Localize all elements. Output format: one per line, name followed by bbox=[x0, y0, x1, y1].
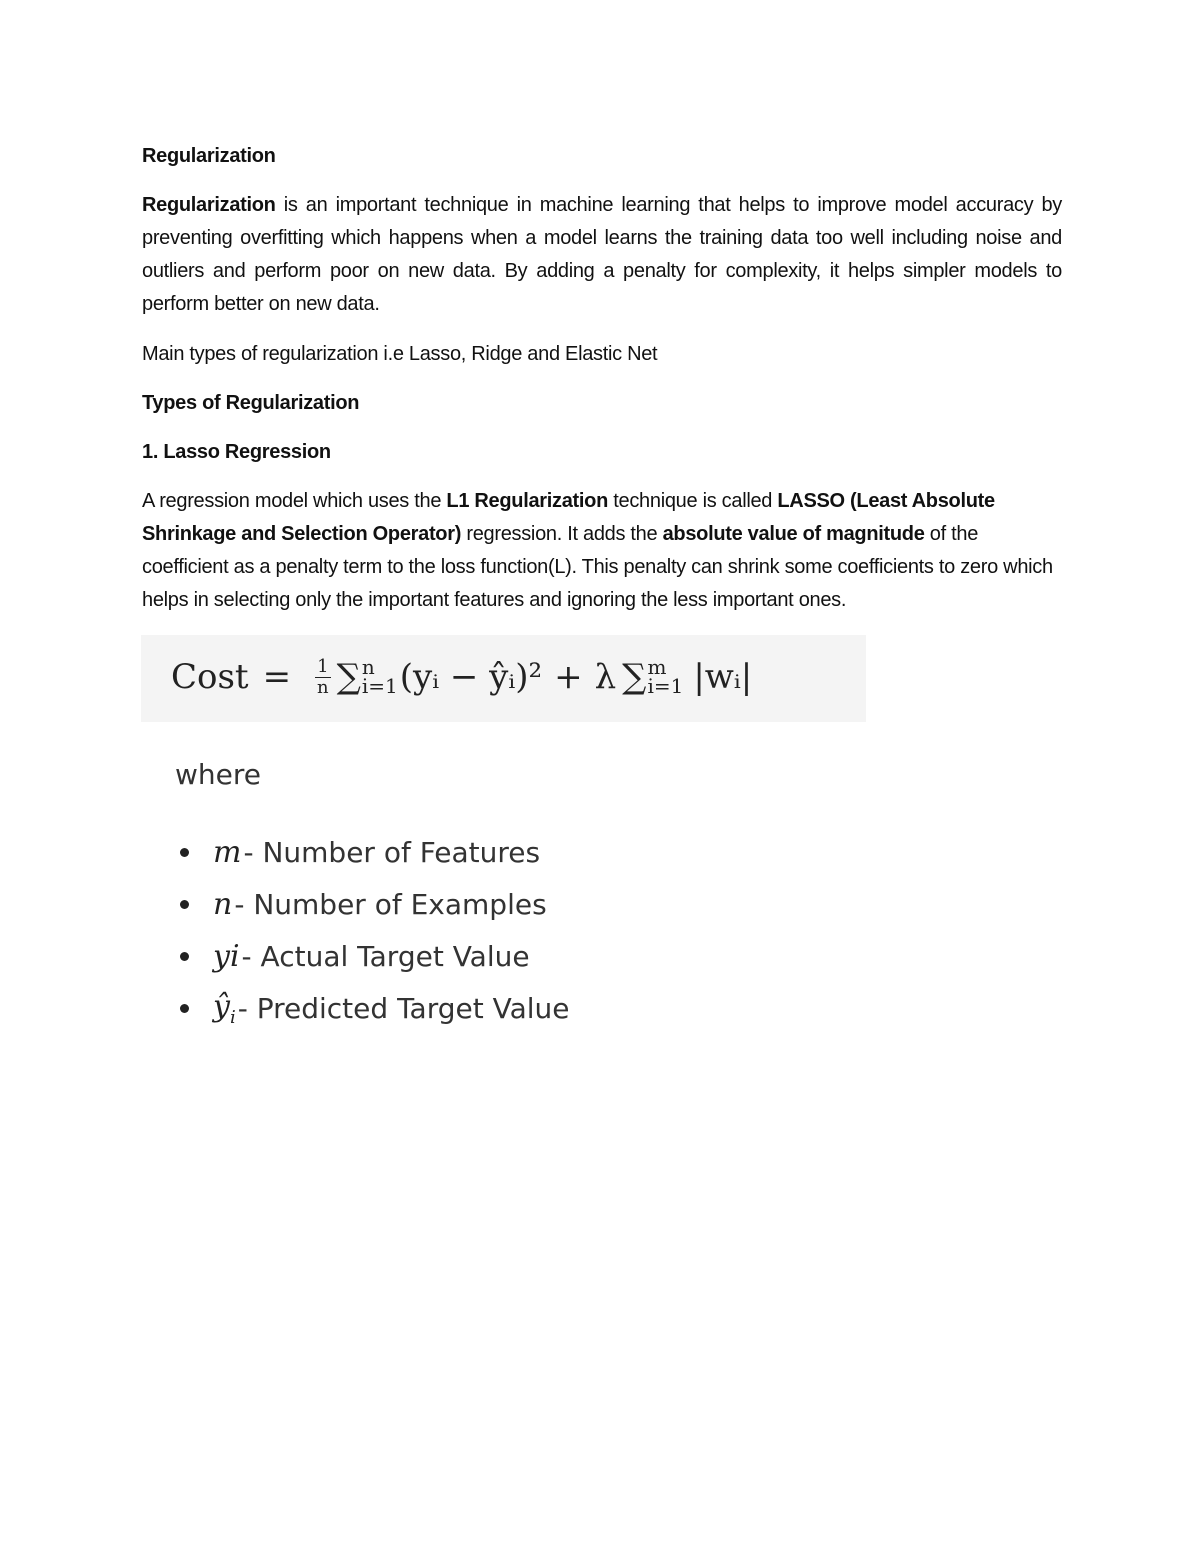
formula-term-2: |wᵢ| bbox=[693, 657, 753, 697]
page-title: Regularization bbox=[142, 145, 276, 167]
sum-1 bbox=[337, 657, 398, 697]
list-item bbox=[180, 930, 569, 982]
intro-paragraph bbox=[142, 189, 1062, 321]
formula-equals: = bbox=[262, 657, 292, 697]
lasso-text-1: A regression model which uses the bbox=[142, 490, 447, 512]
sum-2-lower: i=1 bbox=[647, 674, 684, 698]
sum-1-limits bbox=[361, 655, 398, 698]
sum-1-lower: i=1 bbox=[361, 674, 398, 698]
bullet-icon bbox=[180, 848, 189, 857]
definition-symbol-base: ŷ bbox=[213, 988, 230, 1024]
definition-symbol bbox=[213, 989, 236, 1028]
intro-lead-term: Regularization bbox=[142, 194, 276, 216]
list-item bbox=[180, 826, 569, 878]
where-label: where bbox=[175, 758, 261, 791]
list-item bbox=[180, 982, 569, 1034]
bullet-icon bbox=[180, 1004, 189, 1013]
lasso-text-2: technique is called bbox=[608, 490, 778, 512]
lasso-bold-1: L1 Regularization bbox=[446, 490, 609, 512]
formula-lhs: Cost bbox=[171, 657, 249, 697]
sum-2-upper: m bbox=[647, 655, 667, 679]
lasso-bold-3: absolute value of magnitude bbox=[662, 523, 925, 545]
definition-symbol: m bbox=[213, 834, 242, 870]
fraction-denominator: n bbox=[317, 676, 329, 698]
definition-text: - Predicted Target Value bbox=[237, 991, 570, 1025]
definition-text: - Number of Features bbox=[243, 835, 541, 869]
main-types-line: Main types of regularization i.e Lasso, Ridge and Elastic Net bbox=[142, 343, 658, 365]
definition-symbol-subscript: i bbox=[229, 1006, 236, 1028]
bullet-icon bbox=[180, 900, 189, 909]
lasso-bold-2: LASSO (Least Absolute Shrinkage and Selection Operator) bbox=[142, 490, 995, 545]
definitions-list bbox=[180, 826, 569, 1034]
fraction-numerator: 1 bbox=[317, 655, 329, 677]
sum-1-upper: n bbox=[361, 655, 375, 679]
cost-formula-box bbox=[141, 635, 866, 722]
lasso-text-3: regression. It adds the bbox=[461, 523, 663, 545]
sum-1-symbol: ∑ bbox=[336, 657, 361, 697]
bullet-icon bbox=[180, 952, 189, 961]
types-heading: Types of Regularization bbox=[142, 392, 360, 414]
cost-formula bbox=[171, 647, 752, 707]
lasso-paragraph bbox=[142, 485, 1067, 617]
formula-plus: + bbox=[554, 657, 583, 697]
formula-lambda: λ bbox=[594, 657, 617, 697]
lasso-text-4: of the coefficient as a penalty term to the loss function(L). This penalty can shrink some coefficients to zero which helps in selecting only the important features and ignoring the less important ones. bbox=[142, 523, 1053, 611]
sum-2-symbol: ∑ bbox=[622, 657, 647, 697]
sum-2-limits bbox=[647, 655, 684, 698]
definition-text: - Actual Target Value bbox=[241, 939, 530, 973]
formula-fraction bbox=[315, 657, 330, 698]
definition-symbol: yi bbox=[213, 938, 240, 974]
list-item bbox=[180, 878, 569, 930]
formula-term-1: (yᵢ − ŷᵢ)² bbox=[399, 657, 543, 697]
definition-text: - Number of Examples bbox=[234, 887, 547, 921]
sum-2 bbox=[622, 657, 683, 697]
intro-body: is an important technique in machine learning that helps to improve model accuracy by preventing overfitting which happens when a model learns the training data too well including noise and outliers and perform poor on new data. By adding a penalty for complexity, it helps simpler models to perform better on new data. bbox=[142, 194, 1062, 315]
definition-symbol: n bbox=[213, 886, 233, 922]
lasso-heading: 1. Lasso Regression bbox=[142, 441, 331, 463]
